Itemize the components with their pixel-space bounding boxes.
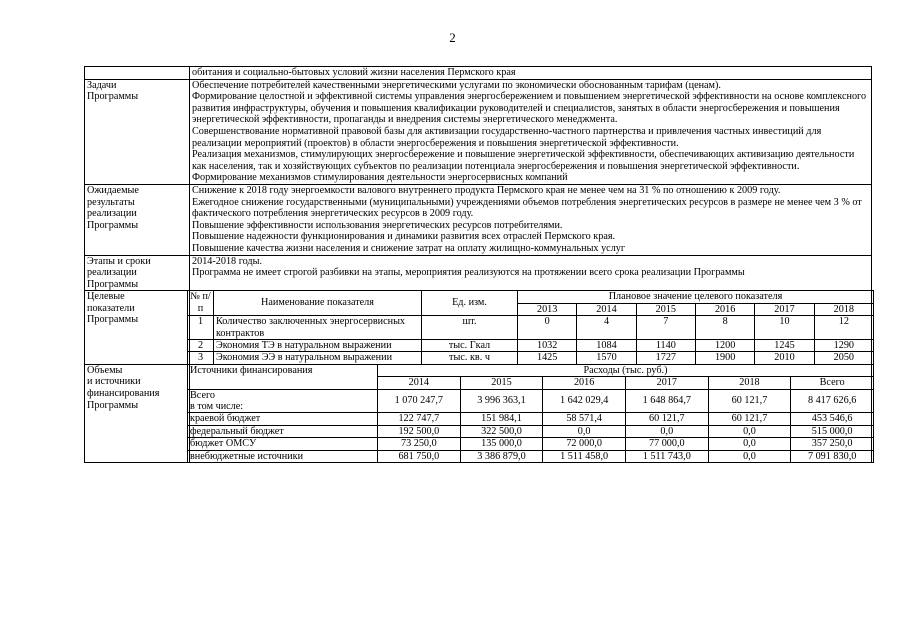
target-value: 1200: [695, 339, 754, 351]
finance-value: 72 000,0: [543, 438, 626, 450]
target-value: 1140: [636, 339, 695, 351]
results-label-line: Ожидаемые: [87, 184, 139, 196]
finance-value: 60 121,7: [708, 389, 791, 413]
finance-value: 1 511 743,0: [625, 450, 708, 462]
result-paragraph: Снижение к 2018 году энергоемкости валового внутреннего продукта Пермского края не менее чем на 31 % по отношению к 2009 году.: [192, 184, 781, 196]
target-unit: тыс. Гкал: [422, 339, 518, 351]
finance-value: 60 121,7: [708, 413, 791, 425]
finance-value: 1 070 247,7: [378, 389, 461, 413]
target-name: Экономия ЭЭ в натуральном выражении: [214, 352, 422, 364]
results-label-line: Программы: [87, 219, 139, 231]
targets-label-line: показатели: [87, 302, 135, 314]
tasks-label-line: Программы: [87, 91, 139, 103]
finance-value: 322 500,0: [460, 425, 543, 437]
finance-value: 357 250,0: [791, 438, 874, 450]
finance-value: 453 546,6: [791, 413, 874, 425]
finance-header-total: Всего: [791, 377, 874, 389]
table-row: [188, 352, 874, 364]
task-paragraph: Обеспечение потребителей качественными энергетическими услугами по экономически обоснованным тарифам (ценам).: [192, 79, 721, 91]
targets-label-line: Программы: [87, 314, 139, 326]
tasks-content: [190, 79, 872, 184]
target-value: 12: [814, 316, 873, 340]
tasks-label-line: Задачи: [87, 79, 117, 91]
stages-label: [85, 255, 190, 291]
targets-year: 2016: [695, 303, 754, 315]
finance-value: 151 984,1: [460, 413, 543, 425]
targets-year: 2017: [755, 303, 814, 315]
target-name: Количество заключенных энергосервисных контрактов: [214, 316, 422, 340]
finance-value: 60 121,7: [625, 413, 708, 425]
task-paragraph: Формирование механизмов стимулирования деятельности энергосервисных компаний: [192, 172, 568, 184]
target-value: 1727: [636, 352, 695, 364]
target-value: 1570: [577, 352, 636, 364]
continuation-row: [85, 67, 872, 80]
targets-label-line: Целевые: [87, 291, 125, 303]
finance-value: 192 500,0: [378, 425, 461, 437]
results-label-line: результаты: [87, 196, 135, 208]
continuation-text: обитания и социально-бытовых условий жизни населения Пермского края: [190, 67, 872, 80]
finance-value: 1 642 029,4: [543, 389, 626, 413]
targets-header-planned: Плановое значение целевого показателя: [518, 291, 874, 303]
finance-value: 8 417 626,6: [791, 389, 874, 413]
table-row: [188, 316, 874, 340]
continuation-label-cell: [85, 67, 190, 80]
finance-label-line: финансирования: [87, 387, 160, 399]
finance-value: 3 996 363,1: [460, 389, 543, 413]
stages-row: [85, 255, 872, 291]
targets-label: [85, 291, 190, 364]
result-paragraph: Ежегодное снижение государственными (муниципальными) учреждениями объемов потребления энергетических ресурсов в размере не менее чем 3 % от фактического потребления энергетических ресурсов в 2009 году.: [192, 196, 862, 220]
tasks-row: [85, 79, 872, 184]
result-paragraph: Повышение качества жизни населения и снижение затрат на оплату жилищно-коммунальных услуг: [192, 242, 626, 254]
target-unit: тыс. кв. ч: [422, 352, 518, 364]
finance-value: 77 000,0: [625, 438, 708, 450]
finance-source: краевой бюджет: [188, 413, 378, 425]
finance-source: бюджет ОМСУ: [188, 438, 378, 450]
target-value: 7: [636, 316, 695, 340]
finance-year: 2016: [543, 377, 626, 389]
target-value: 10: [755, 316, 814, 340]
finance-value: 1 648 864,7: [625, 389, 708, 413]
target-value: 1245: [755, 339, 814, 351]
finance-value: 122 747,7: [378, 413, 461, 425]
table-row: [188, 450, 874, 462]
table-row: [188, 389, 874, 413]
targets-year: 2015: [636, 303, 695, 315]
target-value: 2010: [755, 352, 814, 364]
finance-label: [85, 364, 190, 462]
result-paragraph: Повышение эффективности использования энергетических ресурсов потребителями.: [192, 219, 563, 231]
target-value: 2050: [814, 352, 873, 364]
finance-year: 2017: [625, 377, 708, 389]
finance-value: 0,0: [543, 425, 626, 437]
passport-table: [84, 66, 872, 463]
finance-header-sources: Источники финансирования: [188, 364, 378, 389]
finance-label-line: Объемы: [87, 364, 123, 376]
finance-year: 2014: [378, 377, 461, 389]
stages-content: [190, 255, 872, 291]
finance-value: 73 250,0: [378, 438, 461, 450]
finance-value: 681 750,0: [378, 450, 461, 462]
targets-year: 2014: [577, 303, 636, 315]
results-row: [85, 184, 872, 255]
finance-value: 0,0: [708, 425, 791, 437]
target-unit: шт.: [422, 316, 518, 340]
target-value: 1425: [518, 352, 577, 364]
finance-value: 0,0: [708, 450, 791, 462]
table-row: [188, 438, 874, 450]
target-value: 0: [518, 316, 577, 340]
table-row: [188, 413, 874, 425]
finance-value: 0,0: [708, 438, 791, 450]
results-label-line: реализации: [87, 208, 137, 220]
task-paragraph: Формирование целостной и эффективной системы управления энергосбережением и повышением энергетической эффективности на основе комплексного развития инфраструктуры, обучения и повышения квалификации руководителей и специалистов, занятых в области энергосбережения и повышения энергетической эффективности, пропаганды и внедрения системы энергетического менеджмента.: [192, 91, 867, 126]
page-number: 2: [449, 30, 456, 45]
stage-paragraph: Программа не имеет строгой разбивки на этапы, мероприятия реализуются на протяжении всего срока реализации Программы: [192, 267, 745, 279]
task-paragraph: Совершенствование нормативной правовой базы для активизации государственно-частного партнерства и привлечения частных инвестиций для реализации мероприятий (проектов) в области энергосбережения и повышения энергетической эффективности.: [192, 125, 822, 149]
target-value: 1084: [577, 339, 636, 351]
stages-label-line: реализации: [87, 267, 137, 279]
stages-label-line: Программы: [87, 278, 139, 290]
target-num: 2: [188, 339, 214, 351]
target-value: 8: [695, 316, 754, 340]
finance-year: 2015: [460, 377, 543, 389]
targets-header-num: № п/п: [188, 291, 214, 316]
targets-year: 2013: [518, 303, 577, 315]
result-paragraph: Повышение надежности функционирования и динамики развития всех отраслей Пермского края.: [192, 231, 616, 243]
finance-value: 515 000,0: [791, 425, 874, 437]
finance-source: федеральный бюджет: [188, 425, 378, 437]
finance-year: 2018: [708, 377, 791, 389]
task-paragraph: Реализация механизмов, стимулирующих энергосбережение и повышение энергетической эффективности, обеспечивающих активизацию деятельности как населения, так и хозяйствующих субъектов по реализации потенциала энергосбережения и повышения энергетической эффективности.: [192, 149, 855, 172]
finance-label-line: Программы: [87, 399, 139, 411]
finance-header-expenses: Расходы (тыс. руб.): [378, 364, 874, 376]
targets-header-name: Наименование показателя: [214, 291, 422, 316]
stage-paragraph: 2014-2018 годы.: [192, 255, 262, 267]
finance-value: 1 511 458,0: [543, 450, 626, 462]
targets-header-unit: Ед. изм.: [422, 291, 518, 316]
finance-content: [190, 364, 872, 462]
table-row: [188, 339, 874, 351]
finance-source: внебюджетные источники: [188, 450, 378, 462]
finance-value: 0,0: [625, 425, 708, 437]
target-value: 4: [577, 316, 636, 340]
targets-table: [187, 290, 874, 364]
target-name: Экономия ТЭ в натуральном выражении: [214, 339, 422, 351]
targets-row: [85, 291, 872, 364]
finance-table: [187, 364, 874, 463]
target-value: 1900: [695, 352, 754, 364]
tasks-label: [85, 79, 190, 184]
target-value: 1290: [814, 339, 873, 351]
finance-value: 3 386 879,0: [460, 450, 543, 462]
table-row: [188, 425, 874, 437]
finance-row: [85, 364, 872, 462]
target-num: 1: [188, 316, 214, 340]
results-content: [190, 184, 872, 255]
targets-year: 2018: [814, 303, 873, 315]
finance-source: Всего в том числе:: [188, 389, 378, 413]
target-num: 3: [188, 352, 214, 364]
finance-value: 135 000,0: [460, 438, 543, 450]
target-value: 1032: [518, 339, 577, 351]
stages-label-line: Этапы и сроки: [87, 255, 151, 267]
targets-content: [190, 291, 872, 364]
results-label: [85, 184, 190, 255]
finance-value: 7 091 830,0: [791, 450, 874, 462]
finance-value: 58 571,4: [543, 413, 626, 425]
finance-label-line: и источники: [87, 376, 141, 388]
